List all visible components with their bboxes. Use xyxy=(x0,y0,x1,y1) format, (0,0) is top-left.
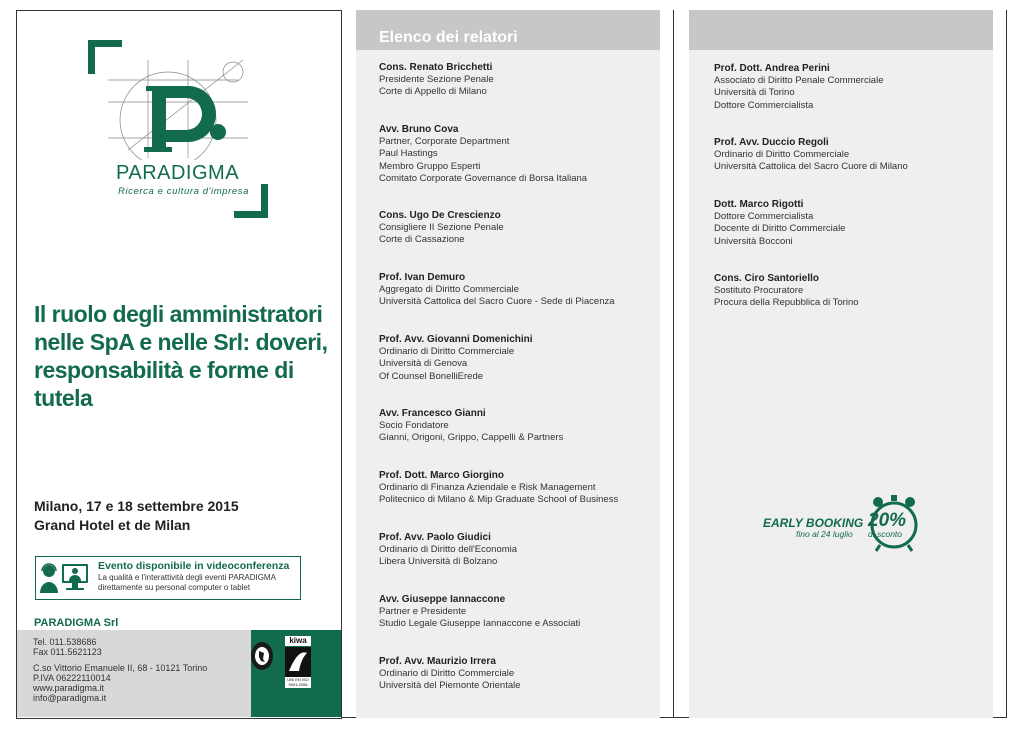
speaker-role: Sostituto Procuratore xyxy=(714,285,804,296)
vat-number: P.IVA 06222110014 xyxy=(33,673,111,683)
speaker-name: Prof. Ivan Demuro xyxy=(379,272,466,283)
videoconference-description: La qualità e l'interattività degli eventi PARADIGMA direttamente su personal computer o tablet xyxy=(98,573,276,592)
certification-seal-icon xyxy=(250,641,274,671)
logo-tagline: Ricerca e cultura d'impresa xyxy=(118,186,250,197)
speaker-name: Prof. Avv. Giovanni Domenichini xyxy=(379,334,533,345)
logo-brand-name: PARADIGMA xyxy=(116,162,240,184)
logo-p-mark xyxy=(88,40,268,160)
speaker-role: Aggregato di Diritto Commerciale xyxy=(379,284,519,295)
paradigma-logo xyxy=(88,40,268,218)
speaker-entry xyxy=(714,199,1004,248)
contact-block xyxy=(17,630,251,717)
speaker-role: Paul Hastings xyxy=(379,148,438,160)
speaker-name: Prof. Dott. Andrea Perini xyxy=(714,63,830,74)
speaker-role: Dottore Commercialista xyxy=(714,211,814,222)
videoconference-icon xyxy=(38,561,92,595)
early-booking-label: EARLY BOOKING xyxy=(763,516,864,530)
speaker-entry xyxy=(714,137,1004,174)
phone: Tel. 011.538686 xyxy=(33,637,97,647)
speaker-role: Associato di Diritto Penale Commerciale xyxy=(714,75,884,86)
speaker-role: Università Cattolica del Sacro Cuore di Milano xyxy=(714,161,908,173)
speaker-entry xyxy=(379,124,669,185)
discount-label: di sconto xyxy=(868,529,903,539)
event-date: Milano, 17 e 18 settembre 2015 xyxy=(34,498,239,514)
speaker-entry xyxy=(379,62,669,99)
speaker-role: Consigliere II Sezione Penale xyxy=(379,222,504,233)
speaker-role: Ordinario di Diritto dell'Economia xyxy=(379,544,518,555)
speaker-entry xyxy=(379,656,669,693)
kiwa-label: kiwa xyxy=(285,636,311,646)
speaker-role: Corte di Appello di Milano xyxy=(379,86,487,98)
speaker-role: Gianni, Origoni, Grippo, Cappelli & Partners xyxy=(379,432,564,444)
speaker-name: Prof. Avv. Paolo Giudici xyxy=(379,532,491,543)
event-title: Il ruolo degli amministratori nelle SpA e nelle Srl: doveri, responsabilità e forme di tutela xyxy=(34,301,328,411)
event-details xyxy=(34,497,239,535)
divider xyxy=(1006,10,1007,718)
speakers-header: Elenco dei relatori xyxy=(379,29,518,46)
speaker-role: Università di Genova xyxy=(379,358,468,370)
speaker-role: Presidente Sezione Penale xyxy=(379,74,494,85)
speaker-name: Prof. Dott. Marco Giorgino xyxy=(379,470,504,481)
speaker-name: Cons. Ugo De Crescienzo xyxy=(379,210,501,221)
fax: Fax 011.5621123 xyxy=(33,647,102,657)
website-link[interactable]: www.paradigma.it xyxy=(33,683,105,693)
address: C.so Vittorio Emanuele II, 68 - 10121 Torino xyxy=(33,663,208,673)
videoconference-box xyxy=(35,556,301,600)
speaker-role: Of Counsel BonelliErede xyxy=(379,370,484,382)
event-venue: Grand Hotel et de Milan xyxy=(34,517,191,533)
speaker-role: Ordinario di Diritto Commerciale xyxy=(714,149,850,160)
speaker-role: Partner e Presidente xyxy=(379,606,467,617)
speaker-name: Cons. Renato Bricchetti xyxy=(379,62,493,73)
speaker-name: Cons. Ciro Santoriello xyxy=(714,273,820,284)
speaker-role: Studio Legale Giuseppe Iannaccone e Associati xyxy=(379,618,581,630)
speaker-role: Università di Torino xyxy=(714,87,795,99)
speaker-role: Ordinario di Finanza Aziendale e Risk Management xyxy=(379,482,596,493)
early-booking-deadline: fino al 24 luglio xyxy=(796,529,853,539)
email-link[interactable]: info@paradigma.it xyxy=(33,693,107,703)
speaker-entry xyxy=(379,334,669,383)
speaker-entry xyxy=(379,594,669,631)
speaker-entry xyxy=(379,532,669,569)
speaker-role: Dottore Commercialista xyxy=(714,99,814,111)
speaker-name: Avv. Giuseppe Iannaccone xyxy=(379,594,506,605)
speaker-role: Comitato Corporate Governance di Borsa Italiana xyxy=(379,172,588,184)
company-name: PARADIGMA Srl xyxy=(34,617,119,629)
speaker-role: Socio Fondatore xyxy=(379,420,449,431)
speaker-role: Ordinario di Diritto Commerciale xyxy=(379,668,515,679)
speaker-entry xyxy=(379,408,669,445)
speaker-entry xyxy=(714,273,1004,310)
speaker-entry xyxy=(714,63,1004,112)
speaker-entry xyxy=(379,470,669,507)
speaker-role: Membro Gruppo Esperti xyxy=(379,160,481,172)
early-booking-promo xyxy=(760,493,930,553)
speakers-panel-right xyxy=(689,10,993,718)
videoconference-title: Evento disponibile in videoconferenza xyxy=(98,560,290,572)
speaker-role: Docente di Diritto Commerciale xyxy=(714,223,846,235)
iso-label: UNI EN ISO 9001:2008 xyxy=(285,677,311,688)
speaker-name: Dott. Marco Rigotti xyxy=(714,199,804,210)
speaker-role: Università del Piemonte Orientale xyxy=(379,680,521,692)
speaker-role: Corte di Cassazione xyxy=(379,234,465,246)
kiwa-certification-badge xyxy=(285,636,311,688)
discount-percent: 20% xyxy=(868,510,907,531)
speaker-name: Avv. Bruno Cova xyxy=(379,124,459,135)
speaker-role: Procura della Repubblica di Torino xyxy=(714,297,859,309)
speakers-header-bar-right xyxy=(689,10,993,50)
speaker-name: Prof. Avv. Maurizio Irrera xyxy=(379,656,496,667)
speaker-role: Politecnico di Milano & Mip Graduate School of Business xyxy=(379,494,619,506)
kiwa-mark-icon xyxy=(285,647,311,677)
divider xyxy=(341,10,342,718)
speakers-header-bar xyxy=(356,10,660,50)
speaker-role: Partner, Corporate Department xyxy=(379,136,510,147)
divider xyxy=(673,10,674,718)
speaker-entry xyxy=(379,210,669,247)
speaker-entry xyxy=(379,272,669,309)
speaker-role: Università Bocconi xyxy=(714,235,793,247)
speaker-role: Libera Università di Bolzano xyxy=(379,556,498,568)
speaker-name: Avv. Francesco Gianni xyxy=(379,408,486,419)
speaker-role: Università Cattolica del Sacro Cuore - Sede di Piacenza xyxy=(379,296,615,308)
speaker-name: Prof. Avv. Duccio Regoli xyxy=(714,137,829,148)
speaker-role: Ordinario di Diritto Commerciale xyxy=(379,346,515,357)
